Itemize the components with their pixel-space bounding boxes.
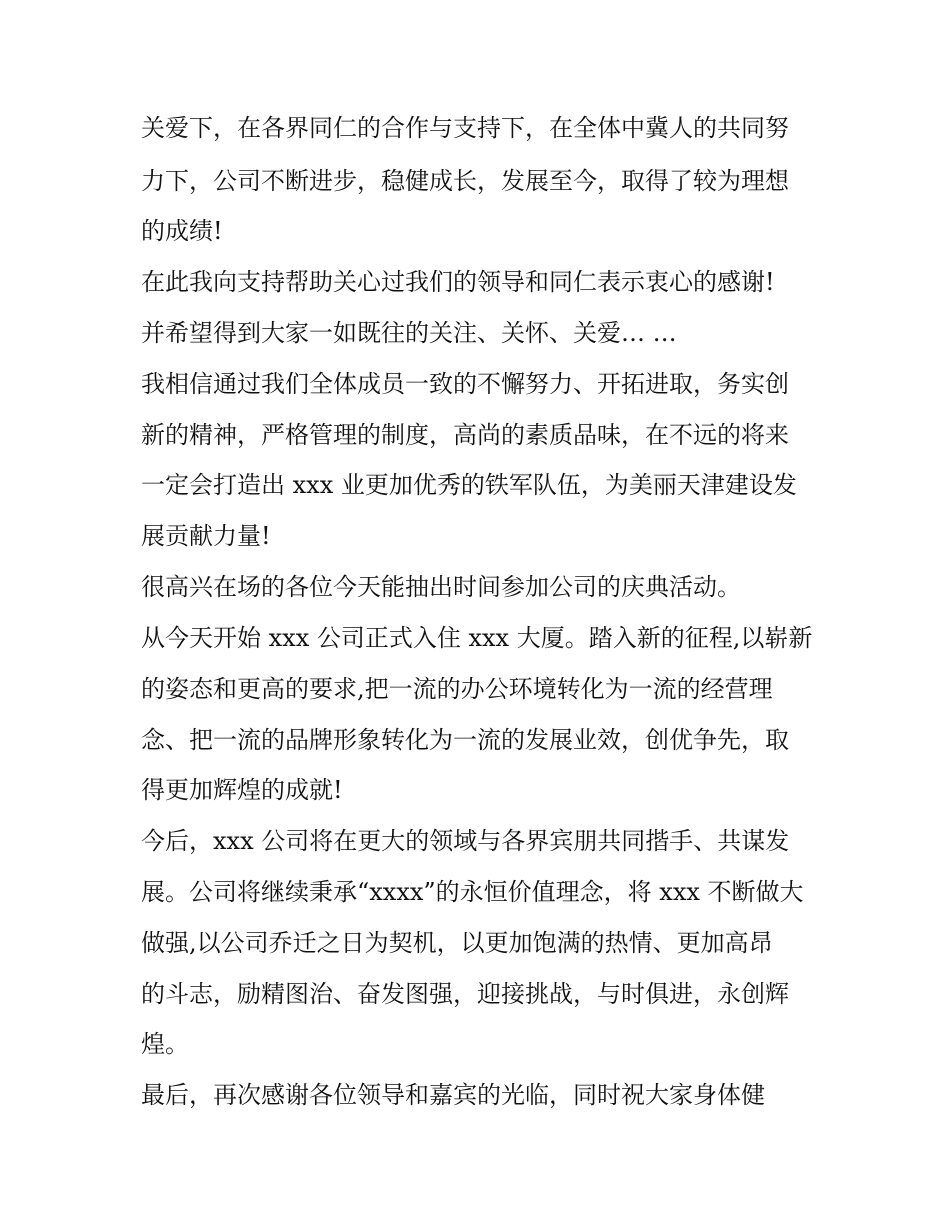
text-line: 最后，再次感谢各位领导和嘉宾的光临，同时祝大家身体健: [141, 1081, 765, 1109]
text-line: 的成绩!: [141, 217, 223, 245]
text-line: 今后，xxx 公司将在更大的领域与各界宾朋共同揩手、共谋发: [141, 827, 790, 855]
text-line: 一定会打造出 xxx 业更加优秀的铁军队伍，为美丽天津建设发: [141, 471, 797, 499]
text-line: 得更加辉煌的成就!: [141, 776, 343, 804]
text-line: 的姿态和更高的要求,把一流的办公环境转化为一流的经营理: [141, 675, 773, 703]
text-line: 念、把一流的品牌形象转化为一流的发展业效，创优争先，取: [141, 726, 789, 754]
text-line: 煌。: [141, 1030, 189, 1058]
text-line: 展。公司将继续秉承“xxxx”的永恒价值理念，将 xxx 不断做大: [141, 878, 804, 906]
text-line: 我相信通过我们全体成员一致的不懈努力、开拓进取，务实创: [141, 370, 789, 398]
text-line: 并希望得到大家一如既往的关注、关怀、关爱… …: [141, 319, 677, 347]
text-line: 力下，公司不断进步，稳健成长，发展至今，取得了较为理想: [141, 167, 789, 195]
text-line: 关爱下，在各界同仁的合作与支持下，在全体中冀人的共同努: [141, 114, 789, 142]
text-line: 在此我向支持帮助关心过我们的领导和同仁表示衷心的感谢!: [141, 268, 775, 296]
text-line: 做强,以公司乔迁之日为契机，以更加饱满的热情、更加高昂: [141, 929, 773, 957]
text-line: 从今天开始 xxx 公司正式入住 xxx 大厦。踏入新的征程,以崭新: [141, 624, 813, 652]
text-line: 新的精神，严格管理的制度，高尚的素质品味，在不远的将来: [141, 421, 789, 449]
text-line: 的斗志，励精图治、奋发图强，迎接挑战，与时俱进，永创辉: [141, 980, 789, 1008]
text-line: 展贡献力量!: [141, 522, 271, 550]
text-line: 很高兴在场的各位今天能抽出时间参加公司的庆典活动。: [141, 573, 741, 601]
